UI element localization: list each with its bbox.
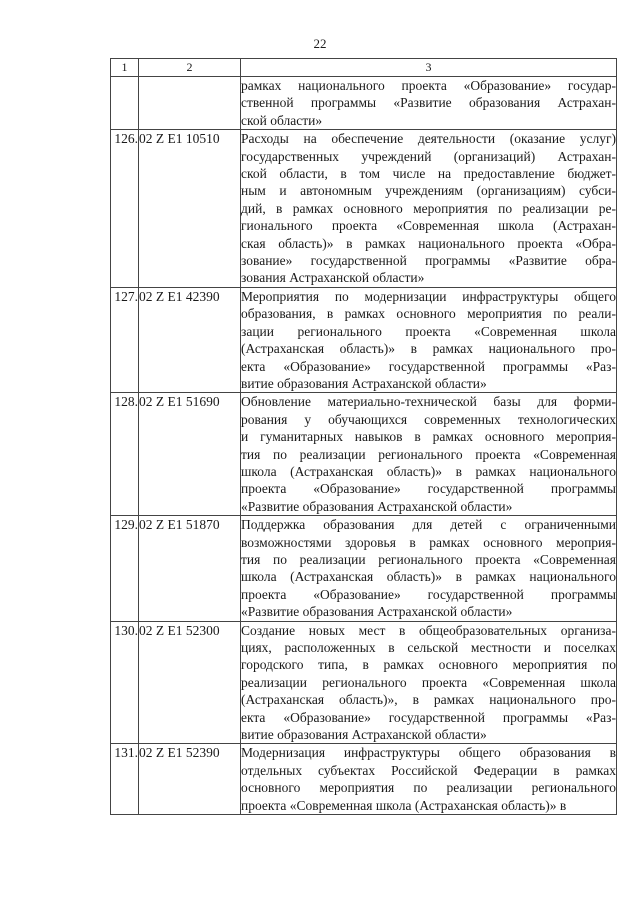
table-row [111,130,617,288]
description-line: Поддержка образования для детей с ограниченными [241,517,616,533]
description-line: ным и автономным учреждениям (организациям) субси- [241,183,616,199]
table-row [111,287,617,392]
description-line: «Развитие образования Астраханской области» [241,498,513,514]
table-header-row [111,59,617,77]
description-line: отдельных субъектах Российской Федерации в рамках [241,762,616,778]
description-line: ской области, в том числе на предоставление бюджет- [241,166,616,182]
description-line: школа (Астраханская область)» в рамках национального [241,463,616,479]
classification-code: 02 Z E1 10510 [139,130,241,288]
description-line: возможностями здоровья в рамках основного мероприя- [241,534,616,550]
description-line: реализации регионального проекта «Современная школа [241,674,616,690]
expense-description [241,77,617,130]
description-line: ской области» [241,112,323,128]
description-line: рамках национального проекта «Образование» государ- [241,78,616,93]
classification-code: 02 Z E1 51690 [139,393,241,516]
description-line: Модернизация инфраструктуры общего образования в [241,745,616,761]
description-line: государственных учреждений (организаций) Астрахан- [241,148,616,164]
description-line: гионального проекта «Современная школа (Астрахан- [241,218,616,234]
description-line: витие образования Астраханской области» [241,727,487,743]
classification-code [139,77,241,130]
row-number [111,77,139,130]
description-line: витие образования Астраханской области» [241,375,487,391]
description-line: образования, в рамках основного мероприятия по реали- [241,306,616,322]
description-line: циях, расположенных в сельской местности и поселках [241,640,616,655]
expense-description [241,516,617,621]
classification-code: 02 Z E1 52300 [139,621,241,744]
description-line: екта «Образование» государственной программы «Раз- [241,709,616,725]
description-line: тия по реализации регионального проекта «Современная [241,551,616,567]
description-line: Обновление материально-технической базы для форми- [241,394,616,410]
description-line: «Развитие образования Астраханской области» [241,604,513,620]
table-row [111,516,617,621]
table-row [111,744,617,815]
description-line: Мероприятия по модернизации инфраструктуры общего [241,288,616,304]
description-line: рования у обучающихся современных технологических [241,411,616,427]
row-number: 127. [111,287,139,392]
table-row [111,621,617,744]
description-line: ская область)» в рамках национального проекта «Обра- [241,235,616,251]
description-line: проекта «Образование» государственной программы [241,586,616,602]
description-line: екта «Образование» государственной программы «Раз- [241,358,616,374]
description-line: Создание новых мест в общеобразовательных организа- [241,622,616,638]
description-line: (Астраханская область)» в рамках национального про- [241,341,616,357]
row-number: 131. [111,744,139,815]
description-line: зование» государственной программы «Развитие обра- [241,253,616,269]
description-line: Расходы на обеспечение деятельности (оказание услуг) [241,131,616,147]
description-line: (Астраханская область)», в рамках национального про- [241,692,616,708]
table-row [111,77,617,130]
budget-classification-table [110,58,617,815]
description-line: городского типа, в рамках основного мероприятия по [241,657,616,673]
column-header-1: 1 [111,59,139,77]
table-row [111,393,617,516]
expense-description [241,621,617,744]
expense-description [241,130,617,288]
description-line: проекта «Современная школа (Астраханская область)» в [241,797,567,813]
row-number: 126. [111,130,139,288]
description-line: зации регионального проекта «Современная школа [241,323,616,339]
expense-description [241,287,617,392]
description-line: ственной программы «Развитие образования Астрахан- [241,95,616,111]
column-header-2: 2 [139,59,241,77]
row-number: 130. [111,621,139,744]
column-header-3: 3 [241,59,617,77]
row-number: 128. [111,393,139,516]
expense-description [241,393,617,516]
description-line: школа (Астраханская область)» в рамках национального [241,569,616,585]
page-number: 22 [313,36,327,51]
description-line: и гуманитарных навыков в рамках основного мероприя- [241,429,616,445]
description-line: проекта «Образование» государственной программы [241,481,616,497]
description-line: зования Астраханской области» [241,270,425,286]
expense-description [241,744,617,815]
classification-code: 02 Z E1 42390 [139,287,241,392]
classification-code: 02 Z E1 52390 [139,744,241,815]
description-line: тия по реализации регионального проекта «Современная [241,446,616,462]
row-number: 129. [111,516,139,621]
description-line: дий, в рамках основного мероприятия по реализации ре- [241,200,616,216]
classification-code: 02 Z E1 51870 [139,516,241,621]
description-line: основного мероприятия по реализации регионального [241,780,616,796]
